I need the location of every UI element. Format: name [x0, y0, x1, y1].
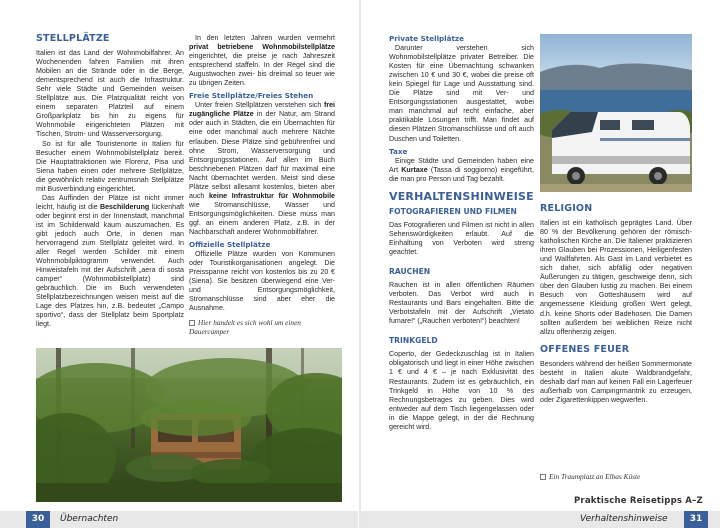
- caption-box-icon: [540, 474, 546, 480]
- paragraph: Rauchen ist in allen öffentlichen Räumen verboten. Das Verbot wird auch in Restaurants und Bars eingehalten. Bitte die Verbotstafeln mit der Aufschrift „Vietato fumare!“ („Rauchen verboten!“) beachten!: [389, 281, 534, 326]
- right-footer-section: Verhaltenshinweise: [580, 514, 668, 524]
- paragraph: Offizielle Plätze wurden von Kommunen oder Touristikorganisationen angelegt. Die Preisspanne reicht von kostenlos bis zu 20 € (Siena). Sie besitzen überwiegend eine Ver- und Entsorgungsmöglichkeit, Stromanschlüsse sind aber eher die Ausnahme.: [189, 250, 335, 313]
- paragraph: Das Fotografieren und Filmen ist nicht in allen Sehenswürdigkeiten erlaubt. Auf die Einhaltung von Verboten wird streng geachtet.: [389, 220, 534, 256]
- heading-fotografieren: FOTOGRAFIEREN UND FILMEN: [389, 206, 517, 216]
- heading-verhaltenshinweise: VERHALTENSHINWEISE: [389, 189, 534, 203]
- paragraph: Italien ist das Land der Wohnmobilfahrer. An Wochenenden fahren Familien mit ihren Mobilen an die Strände oder in die Berge, dementsprechend ist auch die Infrastruktur. Sehr viele Städte und Gemeinden weisen Stellplätze aus. Die Platzqualität reicht von einem separaten Platzteil auf einem Großparkplatz bis hin zu eigens für Wohnmobile eingerichteten Plätzen mit Tischen, Strom- und Wasserversorgung.: [36, 49, 184, 139]
- heading-stellplaetze: STELLPLÄTZE: [36, 33, 110, 44]
- paragraph: Besonders während der heißen Sommermonate besteht in Italien akute Waldbrandgefahr, deshalb darf man auf keinen Fall ein Lagerfeuer außerhalb von Campingrmantrik zu erzeugen, oder Zigarettenkippen wegwerfen.: [540, 359, 692, 404]
- gutter: [359, 0, 361, 528]
- paragraph: Coperto, der Gedeckzuschlag ist in Italien obligatorisch und liegt in einer Höhe zwischen 1 € und 4 € – je nach Exklusivität des Restaurants. Zudem ist es gebräuchlich, ein Trinkgeld in Höhe von 10 % des Rechnungsbetrages zu geben. Dies wird entweder auf dem Tisch liegengelassen oder in die Mappe gelegt, in der die Rechnung gereicht wird.: [389, 350, 534, 431]
- left-column-1: [36, 34, 184, 330]
- running-title: Praktische Reisetipps A–Z: [574, 496, 703, 506]
- heading-religion: RELIGION: [540, 203, 593, 214]
- right-column-3: [389, 34, 534, 432]
- subheading-taxe: Taxe: [389, 146, 408, 156]
- paragraph: Darunter verstehen sich Wohnmobilstellplätze privater Betreiber. Die Kosten für eine Übernachtung schwanken zwischen 10 € und 30 €, wobei die preise oft kein Spiegel für Lage und Ausstattung sind. Die Plätze sind mit Ver- und Entsorgungsstationen ausgestattet, wobei man manchmal auf recht einfache, aber praktikable Lösungen trifft. Man findet auf diesen Plätzen Stromanschlüsse und oft auch Duschen und Toiletten.: [389, 44, 534, 143]
- left-footer-section: Übernachten: [60, 514, 119, 524]
- forest-photo-illustration: [36, 348, 342, 502]
- right-page-number: 31: [684, 511, 708, 528]
- paragraph: Einige Städte und Gemeinden haben eine Art Kurtaxe (Tassa di soggiorno) eingeführt, die man pro Person und Tag bezahlt.: [389, 156, 534, 183]
- left-footer-bar: [0, 511, 358, 528]
- heading-trinkgeld: TRINKGELD: [389, 336, 438, 346]
- paragraph: So ist für alle Touristenorte in Italien für Besucher einem Wohnmobilstellplatz bereit. Die Hauptattraktionen wie Florenz, Pisa und Siena haben einen oder mehrere Stellplätze, die gewöhnlich relativ zentrumsnah Stellplätze mit Busverbindung eingerichtet.: [36, 139, 184, 193]
- subheading-private-stellplaetze: Private Stellplätze: [389, 34, 464, 43]
- heading-offenes-feuer: OFFENES FEUER: [540, 343, 630, 355]
- caption-box-icon: [189, 320, 195, 326]
- paragraph: In den letzten Jahren wurden vermehrt privat betriebene Wohnmobilstellplätze eingerichtet, die preise je nach Jahreszeit entsprechend staffeln. In der Regel sind die Augustwochen zwei- bis dreimal so teuer wie zu übrigen Zeiten.: [189, 34, 335, 88]
- photo-motorhome-coast: [540, 34, 692, 192]
- left-page-number: 30: [26, 511, 50, 528]
- paragraph: Italien ist ein katholisch geprägtes Land. Über 80 % der Bevölkerung gehören der römisch-katholischen Kirche an. Die Italiener praktizieren ihren Glauben bei Prozessionen, Heiligenfesten und Wallfahrten. Als Gast im Land verbietet es sich daher, sich abfällig oder negativen Äußerungen zu tätigen, geschweige denn, sich über den Glauben lustig zu machen. Bei einem Besuch von Gotteshäusern wird auf angemessene Kleidung großen Wert gelegt, d.h. keine Shorts oder Badehosen. Die Damen sollten außerdem bei weiblichen Reize nicht allzu offenherzig zeigen.: [540, 219, 692, 336]
- subheading-freie-stellplaetze: Freie Stellplätze/Freies Stehen: [189, 91, 314, 101]
- paragraph: Das Auffinden der Plätze ist nicht immer leicht, häufig ist die Beschilderung lückenhaft oder beginnt erst in der Innenstadt, manchmal ist im Schilderwald kaum auszumachen. Es gibt jedoch auch Orte, in denen man hervorragend zum Stellplatz geleitet wird. In aller Regel werden Schilder mit einem Wohnmobilpiktogramm verwendet. Auch Hinweistafeln mit der Aufschrift „aera di sosta camper“ (Wohnmobilstellplatz) sind gebräuchlich. Die im Buch verwendeten Stellplatzbezeichnungen weisen meist auf die Lage des Platzes hin, z.B. bedeutet „Campo sportivo“, dass der Stellplatz beim Sportplatz liegt.: [36, 193, 184, 329]
- caption-dauercamper: Hier handelt es sich wohl um einen Dauercamper: [189, 318, 301, 336]
- photo-overgrown-camper: [36, 348, 342, 502]
- heading-rauchen: RAUCHEN: [389, 267, 431, 277]
- left-column-2: [189, 34, 335, 313]
- caption-traumplatz: Ein Traumplatz an Elbas Küste: [540, 472, 692, 481]
- right-column-4: [540, 204, 692, 405]
- coast-photo-illustration: [540, 34, 692, 192]
- paragraph: Unter freien Stellplätzen verstehen sich frei zugängliche Plätze in der Natur, am Strand oder auch in Städten, die ein Übernachten für eine oder manchmal auch mehrere Nächte erlauben. Diese Plätze sind gebührenfrei und ohne Strom, Wasserversorgung und Entsorgungsstationen. Auf allen im Buch beschriebenen Plätzen darf für maximal eine Nacht übernachtet werden. Meist sind diese Plätze selbst allesamt kostenlos, bieten aber auch keine Infrastruktur für Wohnmobile wie Stromanschlüsse, Wasser und Entsorgungsmöglichkeiten. Diese muss man ggf. an einem anderen Platz, z.B. in der Nachbarschaft anderer Wohnmobilfahrer.: [189, 101, 335, 236]
- subheading-offizielle-stellplaetze: Offizielle Stellplätze: [189, 240, 271, 250]
